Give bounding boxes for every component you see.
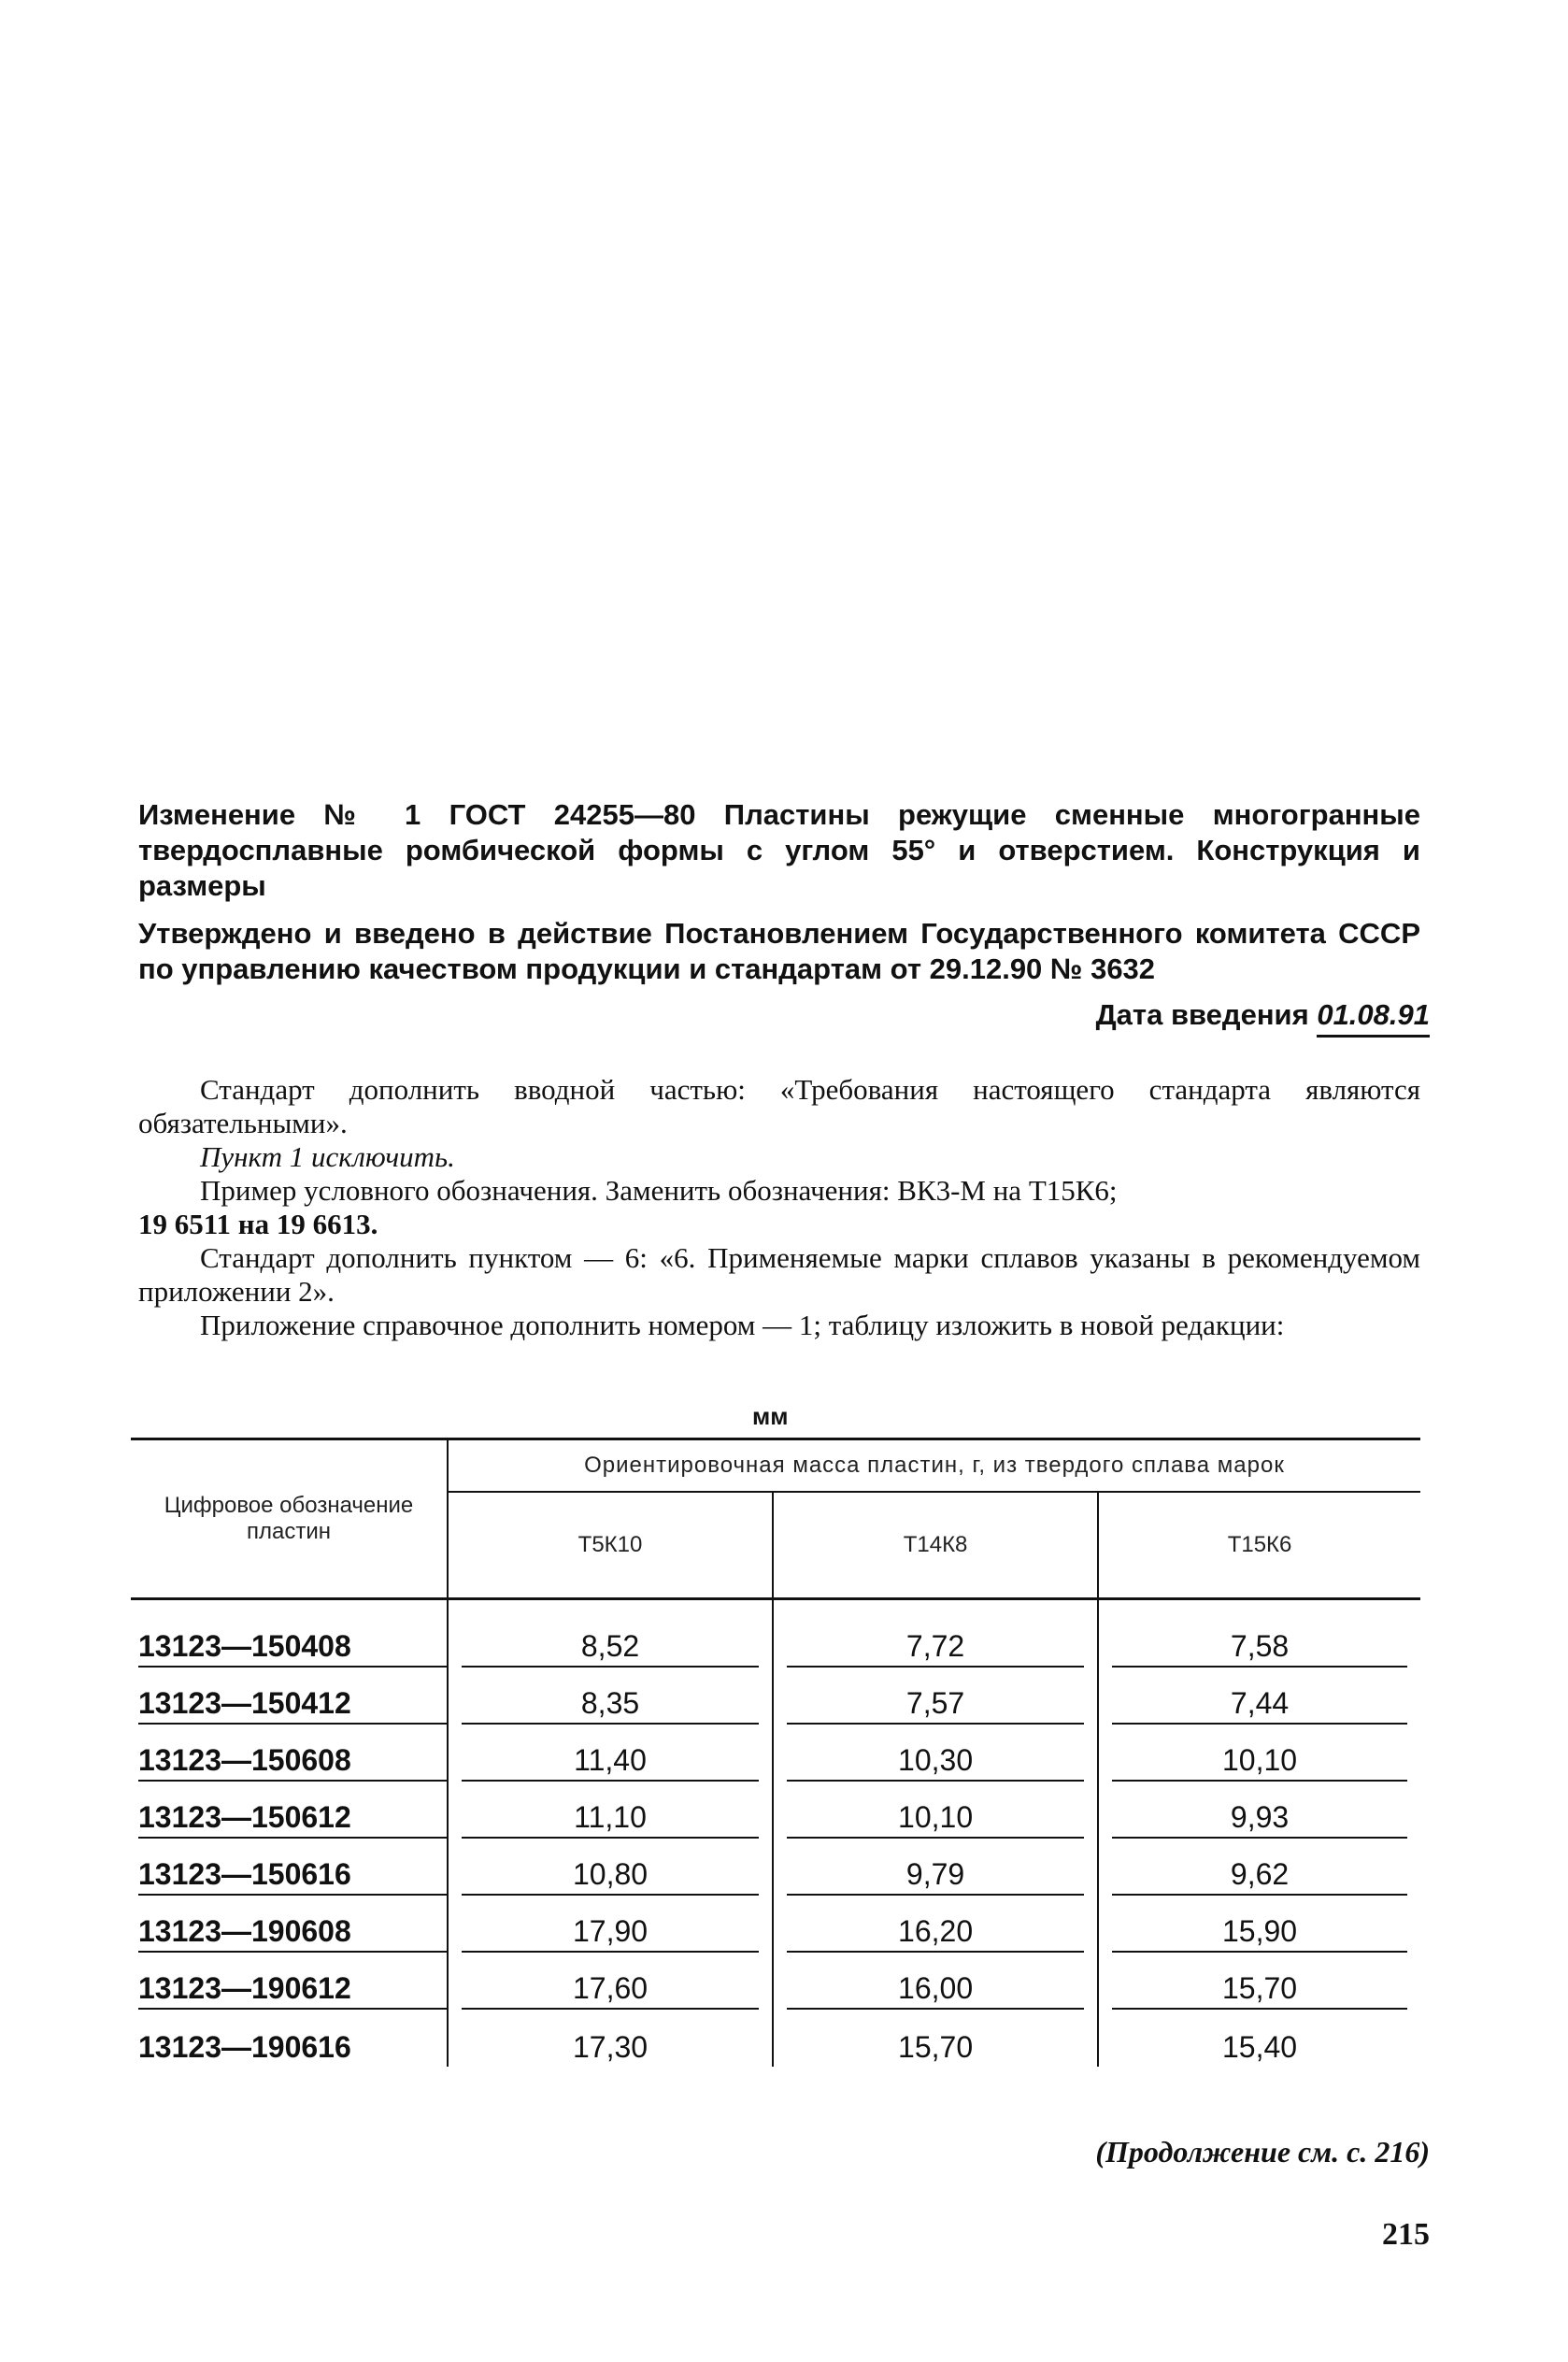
table-cell: 16,00: [773, 1953, 1098, 2010]
approval-statement: Утверждено и введено в действие Постановлением Государственного комитета СССР по управлению качеством продукции и стандартам от 29.12.90 № 3632: [138, 917, 1420, 985]
table-cell: 7,58: [1098, 1599, 1420, 1668]
table-unit: мм: [752, 1402, 789, 1430]
table-row: [131, 1725, 1420, 1782]
table-cell: 16,20: [773, 1896, 1098, 1953]
table-row: [131, 1953, 1420, 2010]
table-cell: 8,35: [448, 1668, 773, 1725]
page-number: 215: [1382, 2217, 1430, 2252]
introduction-date: [1096, 998, 1430, 1032]
body-paragraph: Пункт 1 исключить.: [200, 1140, 455, 1173]
table-row: [131, 1668, 1420, 1725]
table-row: [131, 1782, 1420, 1839]
body-paragraph: Стандарт дополнить пунктом — 6: «6. Применяемые марки сплавов указаны в рекомендуемом приложении 2».: [138, 1241, 1420, 1308]
table-cell: 8,52: [448, 1599, 773, 1668]
body-paragraph: Пример условного обозначения. Заменить обозначения: ВК3-М на Т15К6;: [200, 1174, 1118, 1207]
table-row: [131, 1839, 1420, 1896]
table-cell: 17,30: [448, 2010, 773, 2067]
table-cell: 10,80: [448, 1839, 773, 1896]
introduction-date-value: 01.08.91: [1317, 998, 1430, 1038]
table-cell: 9,93: [1098, 1782, 1420, 1839]
table-cell: 15,40: [1098, 2010, 1420, 2067]
table-cell: 11,10: [448, 1782, 773, 1839]
table-cell: 15,70: [773, 2010, 1098, 2067]
row-label: 13123—190612: [131, 1953, 448, 2010]
row-label: 13123—150616: [131, 1839, 448, 1896]
table-cell: 7,44: [1098, 1668, 1420, 1725]
row-label: 13123—190616: [138, 2030, 351, 2064]
row-label: 13123—150608: [131, 1725, 448, 1782]
row-label: 13123—150408: [131, 1599, 448, 1668]
table-row: [131, 1599, 1420, 1668]
body-paragraph: Стандарт дополнить вводной частью: «Требования настоящего стандарта являются обязательными».: [138, 1073, 1420, 1139]
row-label: 13123—190608: [131, 1896, 448, 1953]
table-cell: 10,10: [1098, 1725, 1420, 1782]
row-label: 13123—150612: [131, 1782, 448, 1839]
table-cell: 10,30: [773, 1725, 1098, 1782]
body-paragraph: Приложение справочное дополнить номером — 1; таблицу изложить в новой редакции:: [200, 1309, 1285, 1341]
table-cell: 7,72: [773, 1599, 1098, 1668]
mass-table: [131, 1438, 1420, 2067]
table-cell: 11,40: [448, 1725, 773, 1782]
column-header: Т14К8: [773, 1492, 1098, 1599]
row-header: Цифровое обозначение пластин: [131, 1439, 448, 1599]
column-header: Т5К10: [448, 1492, 773, 1599]
group-header: Ориентировочная масса пластин, г, из твердого сплава марок: [448, 1439, 1420, 1493]
continuation-note: (Продолжение см. с. 216): [1095, 2135, 1430, 2169]
amendment-title: Изменение № 1 ГОСТ 24255—80 Пластины режущие сменные многогранные твердосплавные ромбической формы с углом 55° и отверстием. Конструкция и размеры: [138, 798, 1420, 902]
table-cell: 9,62: [1098, 1839, 1420, 1896]
amendment-body: [138, 1073, 1420, 1342]
table-cell: 15,70: [1098, 1953, 1420, 2010]
table-row: [131, 1896, 1420, 1953]
table-cell: 10,10: [773, 1782, 1098, 1839]
table-cell: 17,90: [448, 1896, 773, 1953]
column-header: Т15К6: [1098, 1492, 1420, 1599]
row-label: 13123—150412: [131, 1668, 448, 1725]
table-cell: 15,90: [1098, 1896, 1420, 1953]
table-cell: 7,57: [773, 1668, 1098, 1725]
body-paragraph: 19 6511 на 19 6613.: [138, 1208, 378, 1240]
table-cell: 17,60: [448, 1953, 773, 2010]
table-cell: 9,79: [773, 1839, 1098, 1896]
table-row: [131, 2010, 1420, 2067]
introduction-date-label: Дата введения: [1095, 998, 1309, 1031]
